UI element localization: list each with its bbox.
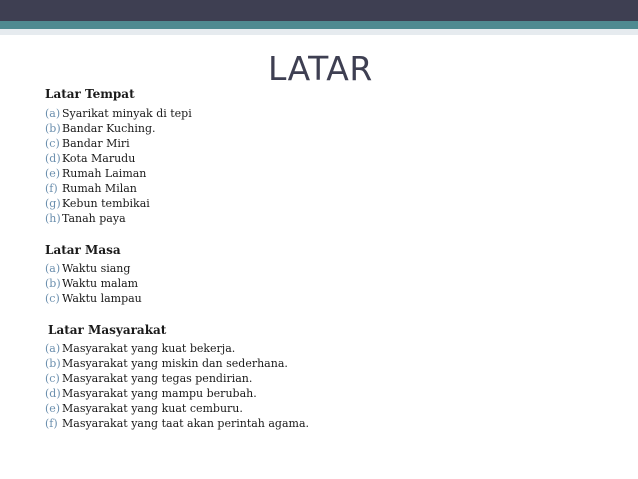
list-item — [45, 386, 257, 401]
list-item — [45, 211, 126, 226]
section-heading-latar-masyarakat: Latar Masyarakat — [48, 323, 167, 337]
list-marker: (e) — [45, 167, 61, 180]
top-banner-dark — [0, 0, 638, 21]
list-item-text: Bandar Kuching. — [62, 122, 156, 135]
list-marker: (g) — [45, 197, 61, 210]
list-item — [45, 261, 130, 276]
list-item — [45, 291, 142, 306]
list-item-text: Masyarakat yang tegas pendirian. — [62, 372, 253, 385]
list-item-text: Masyarakat yang kuat cemburu. — [62, 402, 243, 415]
top-banner-accent — [0, 21, 638, 29]
list-marker: (c) — [45, 292, 60, 305]
list-item-text: Waktu lampau — [62, 292, 142, 305]
list-item — [45, 181, 137, 196]
list-marker: (f) — [45, 182, 58, 195]
list-item — [45, 401, 243, 416]
list-item — [45, 416, 309, 431]
list-item — [45, 121, 156, 136]
list-item — [45, 196, 150, 211]
list-item-text: Masyarakat yang kuat bekerja. — [62, 342, 236, 355]
list-marker: (a) — [45, 262, 61, 275]
list-marker: (b) — [45, 122, 61, 135]
list-marker: (a) — [45, 342, 61, 355]
list-marker: (b) — [45, 357, 61, 370]
list-item — [45, 151, 135, 166]
slide-title: LATAR — [268, 49, 373, 88]
list-item-text: Waktu siang — [62, 262, 131, 275]
list-item — [45, 136, 130, 151]
list-item — [45, 166, 146, 181]
list-marker: (e) — [45, 402, 61, 415]
list-marker: (b) — [45, 277, 61, 290]
list-item — [45, 276, 138, 291]
list-item-text: Syarikat minyak di tepi — [62, 107, 192, 120]
list-marker: (c) — [45, 137, 60, 150]
list-item — [45, 341, 235, 356]
list-item-text: Masyarakat yang miskin dan sederhana. — [62, 357, 288, 370]
list-item-text: Bandar Miri — [62, 137, 130, 150]
list-marker: (h) — [45, 212, 61, 225]
list-marker: (a) — [45, 107, 61, 120]
list-item-text: Kebun tembikai — [62, 197, 150, 210]
list-item — [45, 371, 252, 386]
list-item-text: Masyarakat yang taat akan perintah agama. — [62, 417, 310, 430]
list-marker: (d) — [45, 152, 61, 165]
list-item-text: Masyarakat yang mampu berubah. — [62, 387, 257, 400]
list-marker: (d) — [45, 387, 61, 400]
list-marker: (c) — [45, 372, 60, 385]
list-item — [45, 106, 192, 121]
list-item — [45, 356, 288, 371]
list-marker: (f) — [45, 417, 58, 430]
section-heading-latar-tempat: Latar Tempat — [45, 87, 135, 101]
list-item-text: Rumah Laiman — [62, 167, 147, 180]
list-item-text: Waktu malam — [62, 277, 139, 290]
list-item-text: Tanah paya — [62, 212, 126, 225]
list-item-text: Rumah Milan — [62, 182, 137, 195]
section-heading-latar-masa: Latar Masa — [45, 243, 121, 257]
list-item-text: Kota Marudu — [62, 152, 136, 165]
top-banner-light — [0, 29, 638, 35]
